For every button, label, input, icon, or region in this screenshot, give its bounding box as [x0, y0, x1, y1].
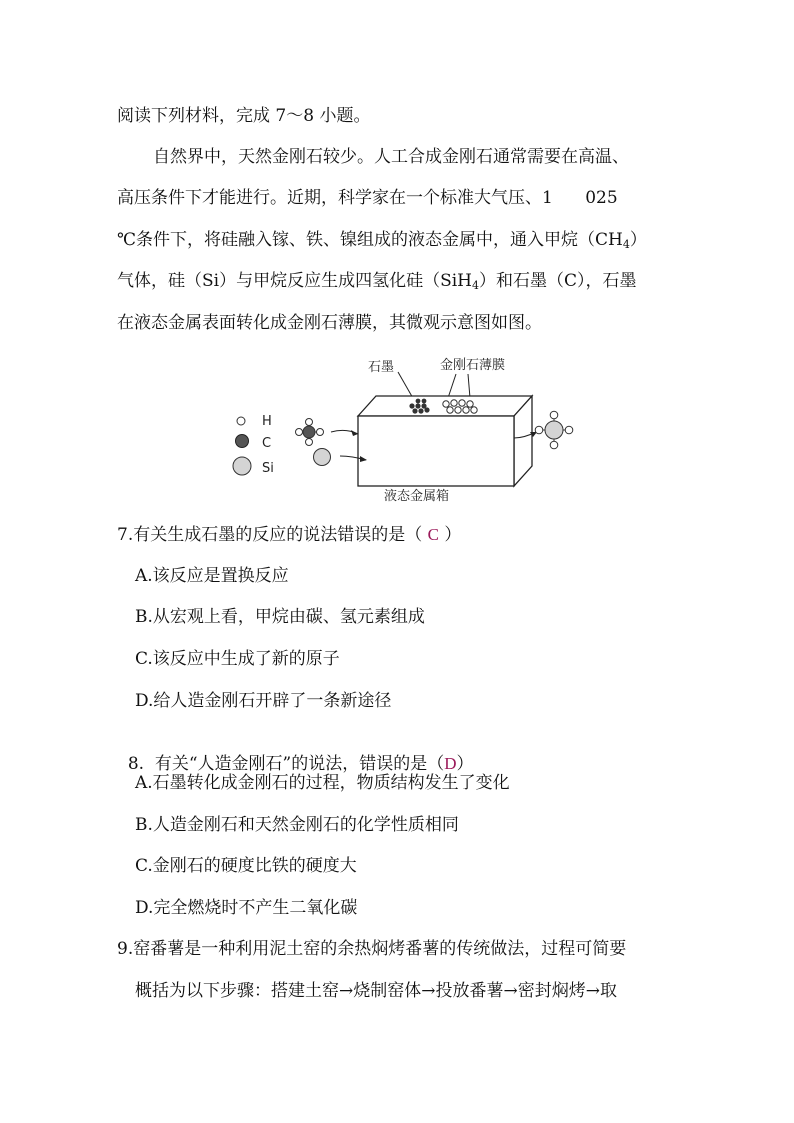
label-graphite: 石墨 [368, 360, 395, 375]
sih4-molecule [535, 411, 573, 449]
q8-option-c: C.金刚石的硬度比铁的硬度大 [135, 856, 357, 876]
film-pointer-1 [448, 374, 456, 398]
passage-line-3 [117, 229, 647, 251]
q8-stem-close: ） [456, 754, 474, 774]
legend-c-atom [236, 435, 249, 448]
methane-molecule [296, 419, 324, 446]
q8-answer: D [444, 754, 457, 773]
subscript: 4 [472, 279, 479, 292]
film-pointer-2 [468, 374, 470, 398]
tank-front [358, 416, 514, 486]
tank-caption: 液态金属箱 [384, 489, 450, 504]
q8-option-a: A.石墨转化成金刚石的过程，物质结构发生了变化 [135, 773, 510, 793]
passage-line-4-end: ）和石墨（C），石墨 [479, 271, 637, 291]
intro-line: 阅读下列材料，完成 7～8 小题。 [117, 106, 371, 126]
passage-line-5: 在液态金属表面转化成金刚石薄膜，其微观示意图如图。 [117, 313, 542, 333]
passage-line-4 [117, 270, 637, 292]
q8-stem [117, 731, 474, 775]
legend-si-label: Si [262, 461, 274, 476]
passage-line-1: 自然界中，天然金刚石较少。人工合成金刚石通常需要在高温、 [153, 147, 629, 167]
q9-line-1: 9.窑番薯是一种利用泥土窑的余热焖烤番薯的传统做法，过程可简要 [117, 939, 627, 959]
passage-line-4-text: 气体，硅（Si）与甲烷反应生成四氢化硅（SiH [117, 271, 472, 291]
q7-option-c: C.该反应中生成了新的原子 [135, 649, 340, 669]
passage-line-2: 高压条件下才能进行。近期，科学家在一个标准大气压、1 025 [117, 188, 618, 208]
q7-option-a: A.该反应是置换反应 [135, 566, 289, 586]
q9-line-2: 概括为以下步骤：搭建土窑→烧制窑体→投放番薯→密封焖烤→取 [135, 981, 617, 1001]
q7-answer: C [427, 525, 439, 544]
q8-option-b: B.人造金刚石和天然金刚石的化学性质相同 [135, 815, 459, 835]
legend-si-atom [233, 457, 251, 475]
legend-h-atom [237, 417, 245, 425]
q7-stem-close: ） [444, 525, 462, 545]
q7-stem-text: 7.有关生成石墨的反应的说法错误的是（ [117, 525, 423, 545]
q8-option-d: D.完全燃烧时不产生二氧化碳 [135, 898, 358, 918]
legend-c-label: C [262, 436, 272, 451]
silicon-atom [314, 449, 331, 466]
microscopic-diagram [226, 352, 586, 504]
q7-option-b: B.从宏观上看，甲烷由碳、氢元素组成 [135, 607, 425, 627]
passage-line-3-text: ℃条件下，将硅融入镓、铁、镍组成的液态金属中，通入甲烷（CH [117, 230, 623, 250]
passage-line-3-end: ） [629, 230, 647, 250]
q8-stem-text: 8. 有关“人造金刚石”的说法，错误的是（ [127, 754, 445, 774]
legend-h-label: H [262, 414, 272, 429]
q7-option-d: D.给人造金刚石开辟了一条新途径 [135, 691, 392, 711]
subscript: 4 [622, 238, 630, 251]
q7-stem [117, 524, 461, 546]
label-diamond-film: 金刚石薄膜 [440, 358, 506, 373]
